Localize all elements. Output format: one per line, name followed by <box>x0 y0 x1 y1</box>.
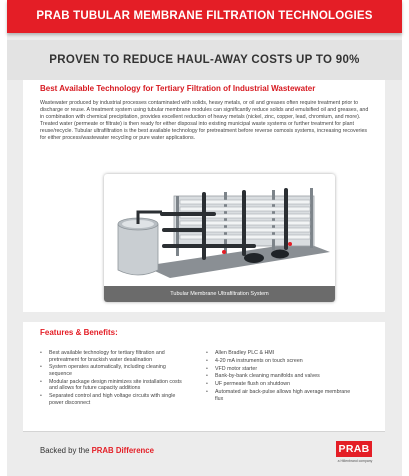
list-item: • Bank-by-bank cleaning manifolds and valves <box>206 373 320 380</box>
list-item: • Modular package design minimizes site installation costs and allows for future capacity additions <box>40 378 182 392</box>
prab-difference-label: PRAB Difference <box>91 446 154 455</box>
headline-band <box>7 40 402 80</box>
prab-logo: PRAB <box>336 441 372 457</box>
logo-tagline: a Hillenbrand company <box>337 459 373 463</box>
intro-paragraph: Wastewater produced by industrial processes contaminated with solids, heavy metals, or oil and greases often require treatment prior to discharge or reuse. A treatment system using tubular membrane modules can significantly reduce solids and emulsified oil and greases, and in combination with chemical precipitation, provides excellent reduction of heavy metals (nickel, zinc, copper, lead, chromium, and more). Treated water (permeate or filtrate) is then ready for either disposal into existing municipal waste systems or further treatment for plant reuse/recycle. Tubular ultrafiltration is the best available technology for pretreatment before reverse osmosis systems, increasing recoveries for either process/wastewater recycling or pure water applications. <box>40 100 369 141</box>
headline-title: PROVEN TO REDUCE HAUL-AWAY COSTS UP TO 90% <box>49 54 360 66</box>
features-list-left <box>40 350 190 408</box>
list-item: • VFD motor starter <box>206 365 258 372</box>
list-item: • Automated air back-pulse allows high average membrane flux <box>206 388 351 402</box>
footer-divider <box>23 431 385 432</box>
list-item: • 4-20 mA instruments on touch screen <box>206 357 303 364</box>
system-photo <box>104 174 335 302</box>
list-item: • Best available technology for tertiary filtration and pretreatment for brackish water desalination <box>40 350 165 363</box>
ultrafiltration-system-illustration <box>104 174 335 286</box>
list-item: • UF permeate flush on shutdown <box>206 381 291 388</box>
features-list-right <box>206 350 356 403</box>
header-title: PRAB TUBULAR MEMBRANE FILTRATION TECHNOLOGIES <box>36 10 373 22</box>
features-title: Features & Benefits: <box>40 328 118 337</box>
backed-by-text: Backed by the PRAB Difference <box>40 446 154 455</box>
photo-caption: Tubular Membrane Ultrafiltration System <box>104 286 335 302</box>
list-item: • System operates automatically, including cleaning sequence <box>40 364 166 377</box>
list-item: • Separated control and high voltage circuits with single power disconnect <box>40 393 176 406</box>
header-banner <box>7 0 402 33</box>
list-item: • Allen Bradley PLC & HMI <box>206 350 275 356</box>
intro-subheading: Best Available Technology for Tertiary Filtration of Industrial Wastewater <box>40 84 316 93</box>
